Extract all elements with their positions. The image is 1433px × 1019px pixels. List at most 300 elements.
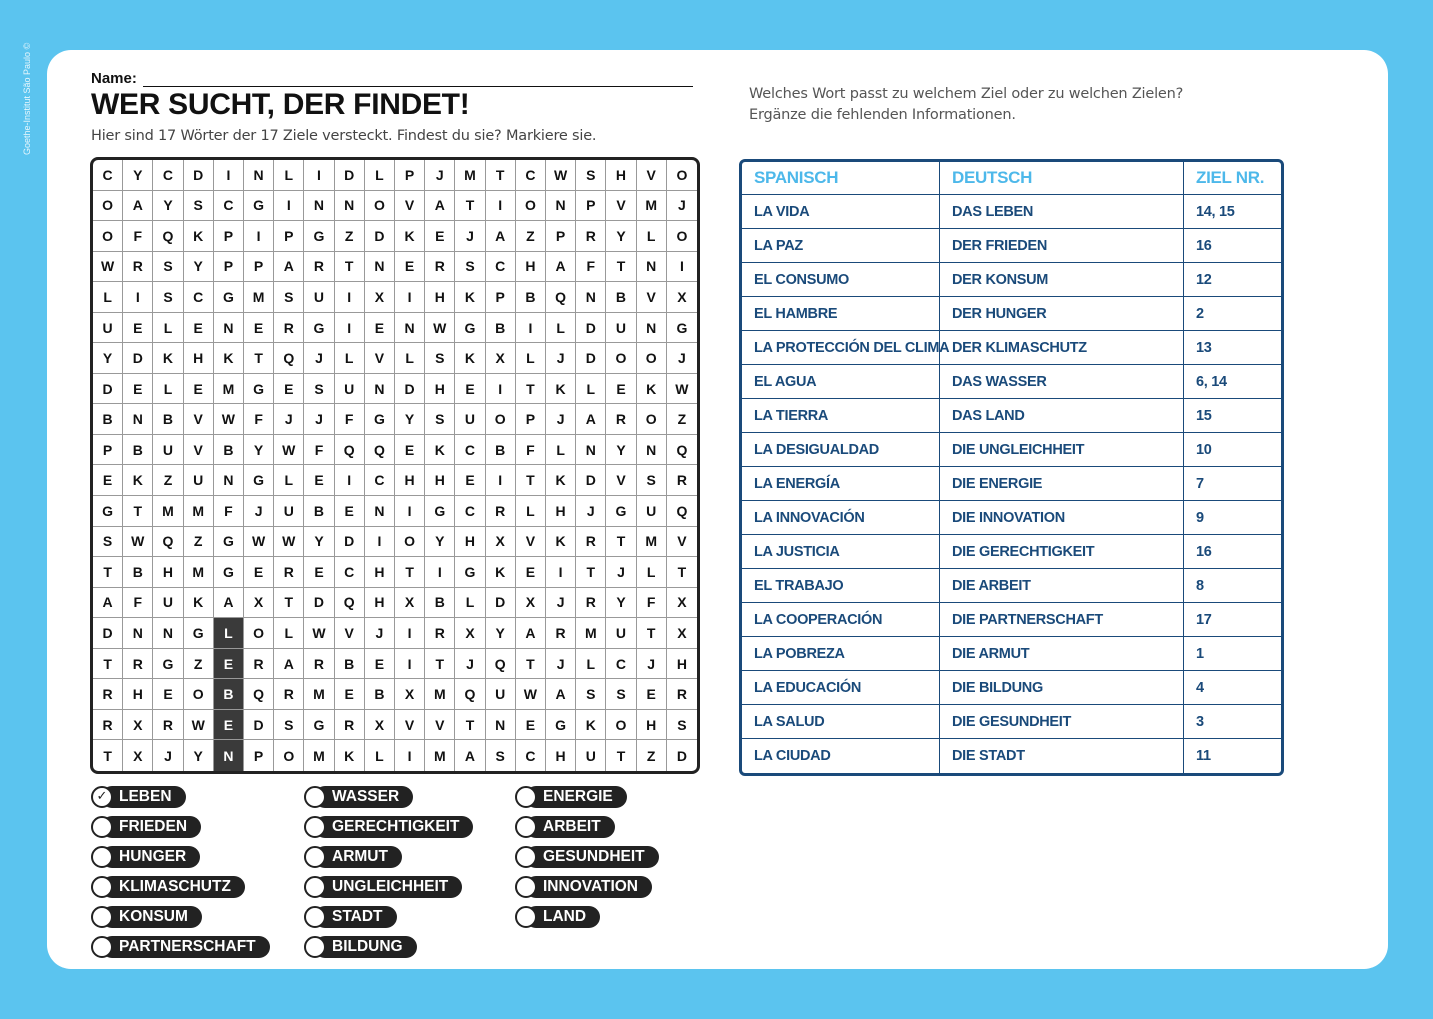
grid-cell[interactable]: G bbox=[214, 282, 244, 313]
grid-cell[interactable]: Q bbox=[335, 588, 365, 619]
grid-cell[interactable]: X bbox=[244, 588, 274, 619]
grid-cell[interactable]: R bbox=[274, 679, 304, 710]
checkbox-circle[interactable] bbox=[515, 846, 537, 868]
grid-cell[interactable]: X bbox=[516, 588, 546, 619]
grid-cell[interactable]: R bbox=[153, 710, 183, 741]
grid-cell[interactable]: M bbox=[153, 496, 183, 527]
grid-cell[interactable]: Q bbox=[335, 435, 365, 466]
grid-cell[interactable]: A bbox=[93, 588, 123, 619]
grid-cell[interactable]: C bbox=[365, 465, 395, 496]
grid-cell[interactable]: N bbox=[244, 160, 274, 191]
grid-cell[interactable]: Q bbox=[455, 679, 485, 710]
grid-cell[interactable]: D bbox=[123, 343, 153, 374]
grid-cell[interactable]: M bbox=[304, 679, 334, 710]
grid-cell[interactable]: J bbox=[637, 649, 667, 680]
grid-cell[interactable]: S bbox=[425, 404, 455, 435]
grid-cell[interactable]: O bbox=[93, 221, 123, 252]
grid-cell[interactable]: E bbox=[304, 557, 334, 588]
grid-cell[interactable]: S bbox=[486, 740, 516, 771]
grid-cell[interactable]: Q bbox=[365, 435, 395, 466]
grid-cell[interactable]: A bbox=[546, 252, 576, 283]
grid-cell[interactable]: B bbox=[304, 496, 334, 527]
grid-cell[interactable]: A bbox=[486, 221, 516, 252]
grid-cell[interactable]: Y bbox=[395, 404, 425, 435]
grid-cell[interactable]: R bbox=[486, 496, 516, 527]
grid-cell[interactable]: T bbox=[606, 527, 636, 558]
grid-cell[interactable]: K bbox=[214, 343, 244, 374]
grid-cell[interactable]: A bbox=[576, 404, 606, 435]
grid-cell[interactable]: S bbox=[576, 679, 606, 710]
grid-cell[interactable]: F bbox=[123, 588, 153, 619]
grid-cell[interactable]: O bbox=[667, 221, 697, 252]
grid-cell[interactable]: L bbox=[214, 618, 244, 649]
grid-cell[interactable]: F bbox=[304, 435, 334, 466]
grid-cell[interactable]: D bbox=[93, 618, 123, 649]
checkbox-circle[interactable] bbox=[515, 816, 537, 838]
grid-cell[interactable]: D bbox=[676, 747, 687, 764]
grid-cell[interactable]: C bbox=[455, 435, 485, 466]
grid-cell[interactable]: R bbox=[123, 252, 153, 283]
grid-cell[interactable]: T bbox=[93, 649, 123, 680]
grid-cell[interactable]: I bbox=[425, 557, 455, 588]
grid-cell[interactable]: N bbox=[546, 191, 576, 222]
grid-cell[interactable]: E bbox=[244, 557, 274, 588]
checkbox-circle[interactable] bbox=[91, 816, 113, 838]
grid-cell[interactable]: Q bbox=[244, 679, 274, 710]
checkbox-circle[interactable] bbox=[91, 936, 113, 958]
grid-cell[interactable]: Z bbox=[637, 740, 667, 771]
grid-cell[interactable]: W bbox=[546, 160, 576, 191]
grid-cell[interactable]: E bbox=[244, 313, 274, 344]
grid-cell[interactable]: T bbox=[637, 618, 667, 649]
grid-cell[interactable]: B bbox=[93, 404, 123, 435]
grid-cell[interactable]: G bbox=[304, 221, 334, 252]
grid-cell[interactable]: D bbox=[93, 374, 123, 405]
grid-cell[interactable]: R bbox=[667, 465, 697, 496]
grid-cell[interactable]: L bbox=[335, 343, 365, 374]
grid-cell[interactable]: C bbox=[153, 160, 183, 191]
grid-cell[interactable]: W bbox=[425, 313, 455, 344]
grid-cell[interactable]: F bbox=[123, 221, 153, 252]
grid-cell[interactable]: I bbox=[546, 557, 576, 588]
grid-cell[interactable]: D bbox=[395, 374, 425, 405]
grid-cell[interactable]: O bbox=[606, 710, 636, 741]
grid-cell[interactable]: M bbox=[455, 160, 485, 191]
grid-cell[interactable]: Q bbox=[153, 527, 183, 558]
grid-cell[interactable]: Y bbox=[244, 435, 274, 466]
grid-cell[interactable]: D bbox=[486, 588, 516, 619]
grid-cell[interactable]: P bbox=[486, 282, 516, 313]
grid-cell[interactable]: A bbox=[274, 252, 304, 283]
grid-cell[interactable]: K bbox=[184, 588, 214, 619]
grid-cell[interactable]: T bbox=[244, 343, 274, 374]
grid-cell[interactable]: O bbox=[274, 740, 304, 771]
grid-cell[interactable]: A bbox=[123, 191, 153, 222]
grid-cell[interactable]: V bbox=[184, 435, 214, 466]
grid-cell[interactable]: H bbox=[425, 465, 455, 496]
grid-cell[interactable]: T bbox=[455, 191, 485, 222]
word-item[interactable] bbox=[91, 874, 245, 899]
grid-cell[interactable]: X bbox=[123, 740, 153, 771]
grid-cell[interactable]: N bbox=[576, 435, 606, 466]
grid-cell[interactable]: B bbox=[606, 282, 636, 313]
grid-cell[interactable]: O bbox=[606, 343, 636, 374]
grid-cell[interactable]: N bbox=[153, 618, 183, 649]
grid-cell[interactable]: V bbox=[365, 343, 395, 374]
grid-cell[interactable]: W bbox=[184, 710, 214, 741]
grid-cell[interactable]: I bbox=[486, 191, 516, 222]
grid-cell[interactable]: H bbox=[667, 649, 697, 680]
word-item[interactable] bbox=[304, 934, 417, 959]
grid-cell[interactable]: L bbox=[576, 649, 606, 680]
grid-cell[interactable]: K bbox=[425, 435, 455, 466]
grid-cell[interactable]: M bbox=[214, 374, 244, 405]
grid-cell[interactable]: A bbox=[516, 618, 546, 649]
grid-cell[interactable]: K bbox=[123, 465, 153, 496]
grid-cell[interactable]: G bbox=[304, 313, 334, 344]
grid-cell[interactable]: Y bbox=[486, 618, 516, 649]
grid-cell[interactable]: W bbox=[667, 374, 697, 405]
grid-cell[interactable]: G bbox=[304, 710, 334, 741]
grid-cell[interactable]: G bbox=[214, 527, 244, 558]
grid-cell[interactable]: T bbox=[516, 465, 546, 496]
grid-cell[interactable]: S bbox=[274, 282, 304, 313]
grid-cell[interactable]: L bbox=[576, 374, 606, 405]
grid-cell[interactable]: T bbox=[93, 740, 123, 771]
grid-cell[interactable]: V bbox=[184, 404, 214, 435]
grid-cell[interactable]: T bbox=[455, 710, 485, 741]
grid-cell[interactable]: R bbox=[606, 404, 636, 435]
grid-cell[interactable]: O bbox=[637, 404, 667, 435]
grid-cell[interactable]: V bbox=[667, 527, 697, 558]
grid-cell[interactable]: R bbox=[304, 649, 334, 680]
grid-cell[interactable]: O bbox=[365, 191, 395, 222]
grid-cell[interactable]: O bbox=[93, 191, 123, 222]
grid-cell[interactable]: H bbox=[637, 710, 667, 741]
word-item[interactable] bbox=[304, 904, 397, 929]
grid-cell[interactable]: E bbox=[153, 679, 183, 710]
grid-cell[interactable]: H bbox=[606, 160, 636, 191]
grid-cell[interactable]: G bbox=[455, 557, 485, 588]
grid-cell[interactable]: M bbox=[184, 557, 214, 588]
grid-cell[interactable]: E bbox=[123, 313, 153, 344]
grid-cell[interactable]: S bbox=[667, 710, 697, 741]
grid-cell[interactable]: P bbox=[244, 740, 274, 771]
grid-cell[interactable]: M bbox=[304, 740, 334, 771]
grid-cell[interactable]: P bbox=[214, 252, 244, 283]
grid-cell[interactable]: C bbox=[184, 282, 214, 313]
grid-cell[interactable]: E bbox=[395, 435, 425, 466]
grid-cell[interactable]: H bbox=[546, 496, 576, 527]
grid-cell[interactable]: N bbox=[214, 313, 244, 344]
grid-cell[interactable]: E bbox=[516, 710, 546, 741]
grid-cell[interactable]: D bbox=[244, 710, 274, 741]
grid-cell[interactable]: E bbox=[123, 374, 153, 405]
grid-cell[interactable]: U bbox=[576, 740, 606, 771]
grid-cell[interactable]: N bbox=[214, 465, 244, 496]
grid-cell[interactable]: G bbox=[365, 404, 395, 435]
grid-cell[interactable]: H bbox=[153, 557, 183, 588]
grid-cell[interactable]: J bbox=[153, 740, 183, 771]
grid-cell[interactable]: Y bbox=[93, 343, 123, 374]
grid-cell[interactable]: U bbox=[93, 313, 123, 344]
grid-cell[interactable]: A bbox=[455, 740, 485, 771]
grid-cell[interactable]: C bbox=[516, 160, 546, 191]
grid-cell[interactable]: J bbox=[667, 343, 697, 374]
grid-cell[interactable]: I bbox=[395, 618, 425, 649]
grid-cell[interactable]: I bbox=[395, 740, 425, 771]
grid-cell[interactable]: X bbox=[395, 588, 425, 619]
word-item[interactable] bbox=[91, 844, 200, 869]
grid-cell[interactable]: T bbox=[335, 252, 365, 283]
grid-cell[interactable]: J bbox=[455, 221, 485, 252]
grid-cell[interactable]: P bbox=[214, 221, 244, 252]
grid-cell[interactable]: Y bbox=[425, 527, 455, 558]
grid-cell[interactable]: G bbox=[244, 374, 274, 405]
grid-cell[interactable]: V bbox=[637, 282, 667, 313]
grid-cell[interactable]: G bbox=[455, 313, 485, 344]
grid-cell[interactable]: K bbox=[546, 465, 576, 496]
grid-cell[interactable]: E bbox=[335, 496, 365, 527]
grid-cell[interactable]: L bbox=[93, 282, 123, 313]
grid-cell[interactable]: Y bbox=[606, 221, 636, 252]
grid-cell[interactable]: N bbox=[304, 191, 334, 222]
grid-cell[interactable]: E bbox=[214, 710, 244, 741]
grid-cell[interactable]: L bbox=[395, 343, 425, 374]
grid-cell[interactable]: I bbox=[395, 649, 425, 680]
grid-cell[interactable]: H bbox=[365, 588, 395, 619]
grid-cell[interactable]: R bbox=[425, 252, 455, 283]
grid-cell[interactable]: K bbox=[576, 710, 606, 741]
grid-cell[interactable]: I bbox=[365, 527, 395, 558]
grid-cell[interactable]: R bbox=[425, 618, 455, 649]
grid-cell[interactable]: B bbox=[123, 435, 153, 466]
grid-cell[interactable]: M bbox=[184, 496, 214, 527]
grid-cell[interactable]: P bbox=[395, 160, 425, 191]
grid-cell[interactable]: T bbox=[123, 496, 153, 527]
grid-cell[interactable]: Z bbox=[153, 465, 183, 496]
grid-cell[interactable]: J bbox=[546, 649, 576, 680]
grid-cell[interactable]: L bbox=[546, 435, 576, 466]
grid-cell[interactable]: Y bbox=[184, 252, 214, 283]
grid-cell[interactable]: J bbox=[606, 557, 636, 588]
grid-cell[interactable]: T bbox=[606, 740, 636, 771]
name-underline[interactable] bbox=[143, 70, 693, 87]
checkbox-circle[interactable] bbox=[304, 846, 326, 868]
grid-cell[interactable]: V bbox=[516, 527, 546, 558]
grid-cell[interactable]: I bbox=[395, 282, 425, 313]
grid-cell[interactable]: K bbox=[546, 374, 576, 405]
grid-cell[interactable]: G bbox=[425, 496, 455, 527]
grid-cell[interactable]: O bbox=[667, 160, 697, 191]
grid-cell[interactable]: N bbox=[365, 374, 395, 405]
grid-cell[interactable]: P bbox=[516, 404, 546, 435]
grid-cell[interactable]: B bbox=[365, 679, 395, 710]
grid-cell[interactable]: M bbox=[637, 527, 667, 558]
grid-cell[interactable]: L bbox=[274, 465, 304, 496]
grid-cell[interactable]: U bbox=[184, 465, 214, 496]
grid-cell[interactable]: S bbox=[304, 374, 334, 405]
grid-cell[interactable]: H bbox=[184, 343, 214, 374]
grid-cell[interactable]: W bbox=[516, 679, 546, 710]
grid-cell[interactable]: B bbox=[516, 282, 546, 313]
grid-cell[interactable]: O bbox=[516, 191, 546, 222]
checkbox-circle[interactable] bbox=[304, 906, 326, 928]
grid-cell[interactable]: T bbox=[667, 557, 697, 588]
grid-cell[interactable]: N bbox=[637, 252, 667, 283]
grid-cell[interactable]: Q bbox=[153, 221, 183, 252]
grid-cell[interactable]: N bbox=[637, 435, 667, 466]
grid-cell[interactable]: W bbox=[244, 527, 274, 558]
grid-cell[interactable]: R bbox=[576, 527, 606, 558]
grid-cell[interactable]: B bbox=[214, 679, 244, 710]
grid-cell[interactable]: Q bbox=[274, 343, 304, 374]
grid-cell[interactable]: K bbox=[546, 527, 576, 558]
grid-cell[interactable]: M bbox=[244, 282, 274, 313]
grid-cell[interactable]: N bbox=[576, 282, 606, 313]
grid-cell[interactable]: U bbox=[304, 282, 334, 313]
grid-cell[interactable]: O bbox=[486, 404, 516, 435]
grid-cell[interactable]: H bbox=[395, 465, 425, 496]
grid-cell[interactable]: K bbox=[335, 740, 365, 771]
grid-cell[interactable]: L bbox=[516, 343, 546, 374]
checkbox-circle[interactable] bbox=[91, 906, 113, 928]
grid-cell[interactable]: M bbox=[425, 679, 455, 710]
grid-cell[interactable]: P bbox=[93, 435, 123, 466]
grid-cell[interactable]: H bbox=[123, 679, 153, 710]
grid-cell[interactable]: K bbox=[184, 221, 214, 252]
grid-cell[interactable]: G bbox=[546, 710, 576, 741]
grid-cell[interactable]: L bbox=[516, 496, 546, 527]
grid-cell[interactable]: I bbox=[486, 374, 516, 405]
grid-cell[interactable]: Y bbox=[153, 191, 183, 222]
grid-cell[interactable]: J bbox=[244, 496, 274, 527]
grid-cell[interactable]: E bbox=[425, 221, 455, 252]
grid-cell[interactable]: R bbox=[335, 710, 365, 741]
grid-cell[interactable]: T bbox=[274, 588, 304, 619]
grid-cell[interactable]: L bbox=[455, 588, 485, 619]
grid-cell[interactable]: S bbox=[184, 191, 214, 222]
grid-cell[interactable]: F bbox=[516, 435, 546, 466]
grid-cell[interactable]: V bbox=[395, 191, 425, 222]
grid-cell[interactable]: X bbox=[365, 710, 395, 741]
grid-cell[interactable]: Y bbox=[304, 527, 334, 558]
grid-cell[interactable]: U bbox=[606, 618, 636, 649]
grid-cell[interactable]: M bbox=[576, 618, 606, 649]
grid-cell[interactable]: D bbox=[365, 221, 395, 252]
grid-cell[interactable]: X bbox=[365, 282, 395, 313]
grid-cell[interactable]: E bbox=[93, 465, 123, 496]
grid-cell[interactable]: N bbox=[486, 710, 516, 741]
grid-cell[interactable]: U bbox=[455, 404, 485, 435]
grid-cell[interactable]: J bbox=[546, 404, 576, 435]
grid-cell[interactable]: N bbox=[214, 740, 244, 771]
grid-cell[interactable]: T bbox=[93, 557, 123, 588]
grid-cell[interactable]: F bbox=[335, 404, 365, 435]
grid-cell[interactable]: M bbox=[637, 191, 667, 222]
grid-cell[interactable]: N bbox=[365, 496, 395, 527]
grid-cell[interactable]: Z bbox=[335, 221, 365, 252]
grid-cell[interactable]: Z bbox=[516, 221, 546, 252]
grid-cell[interactable]: S bbox=[93, 527, 123, 558]
word-item[interactable] bbox=[515, 784, 627, 809]
checkbox-circle[interactable] bbox=[304, 876, 326, 898]
grid-cell[interactable]: J bbox=[304, 343, 334, 374]
grid-cell[interactable]: C bbox=[214, 191, 244, 222]
grid-cell[interactable]: E bbox=[184, 374, 214, 405]
grid-cell[interactable]: I bbox=[335, 465, 365, 496]
grid-cell[interactable]: V bbox=[606, 465, 636, 496]
grid-cell[interactable]: Z bbox=[184, 527, 214, 558]
word-item[interactable] bbox=[515, 904, 600, 929]
grid-cell[interactable]: P bbox=[576, 191, 606, 222]
grid-cell[interactable]: W bbox=[214, 404, 244, 435]
grid-cell[interactable]: R bbox=[244, 649, 274, 680]
grid-cell[interactable]: G bbox=[93, 496, 123, 527]
grid-cell[interactable]: F bbox=[244, 404, 274, 435]
grid-cell[interactable]: Q bbox=[667, 496, 697, 527]
grid-cell[interactable]: T bbox=[425, 649, 455, 680]
grid-cell[interactable]: S bbox=[637, 465, 667, 496]
grid-cell[interactable]: D bbox=[335, 527, 365, 558]
grid-cell[interactable]: M bbox=[425, 740, 455, 771]
grid-cell[interactable]: S bbox=[153, 252, 183, 283]
grid-cell[interactable]: G bbox=[244, 465, 274, 496]
checkbox-circle[interactable] bbox=[304, 816, 326, 838]
grid-cell[interactable]: E bbox=[637, 679, 667, 710]
checkbox-circle[interactable] bbox=[91, 876, 113, 898]
grid-cell[interactable]: C bbox=[93, 160, 123, 191]
grid-cell[interactable]: G bbox=[153, 649, 183, 680]
grid-cell[interactable]: S bbox=[576, 160, 606, 191]
grid-cell[interactable]: L bbox=[153, 374, 183, 405]
grid-cell[interactable]: Q bbox=[546, 282, 576, 313]
grid-cell[interactable]: G bbox=[606, 496, 636, 527]
grid-cell[interactable]: E bbox=[335, 679, 365, 710]
grid-cell[interactable]: W bbox=[274, 527, 304, 558]
grid-cell[interactable]: I bbox=[304, 160, 334, 191]
grid-cell[interactable]: I bbox=[486, 465, 516, 496]
grid-cell[interactable]: I bbox=[274, 191, 304, 222]
checkbox-circle[interactable] bbox=[91, 846, 113, 868]
grid-cell[interactable]: U bbox=[153, 435, 183, 466]
grid-cell[interactable]: J bbox=[304, 404, 334, 435]
grid-cell[interactable]: R bbox=[123, 649, 153, 680]
grid-cell[interactable]: R bbox=[93, 679, 123, 710]
grid-cell[interactable]: R bbox=[576, 221, 606, 252]
grid-cell[interactable]: C bbox=[455, 496, 485, 527]
grid-cell[interactable]: L bbox=[153, 313, 183, 344]
grid-cell[interactable]: C bbox=[516, 740, 546, 771]
grid-cell[interactable]: U bbox=[637, 496, 667, 527]
grid-cell[interactable]: N bbox=[395, 313, 425, 344]
grid-cell[interactable]: J bbox=[425, 160, 455, 191]
grid-cell[interactable]: U bbox=[274, 496, 304, 527]
grid-cell[interactable]: P bbox=[244, 252, 274, 283]
grid-cell[interactable]: L bbox=[274, 160, 304, 191]
grid-cell[interactable]: B bbox=[153, 404, 183, 435]
grid-cell[interactable]: N bbox=[123, 618, 153, 649]
grid-cell[interactable]: C bbox=[486, 252, 516, 283]
grid-cell[interactable]: J bbox=[274, 404, 304, 435]
grid-cell[interactable]: S bbox=[153, 282, 183, 313]
grid-cell[interactable]: A bbox=[425, 191, 455, 222]
grid-cell[interactable]: L bbox=[365, 160, 395, 191]
grid-cell[interactable]: F bbox=[576, 252, 606, 283]
grid-cell[interactable]: R bbox=[667, 679, 697, 710]
grid-cell[interactable]: E bbox=[516, 557, 546, 588]
grid-cell[interactable]: Y bbox=[606, 588, 636, 619]
